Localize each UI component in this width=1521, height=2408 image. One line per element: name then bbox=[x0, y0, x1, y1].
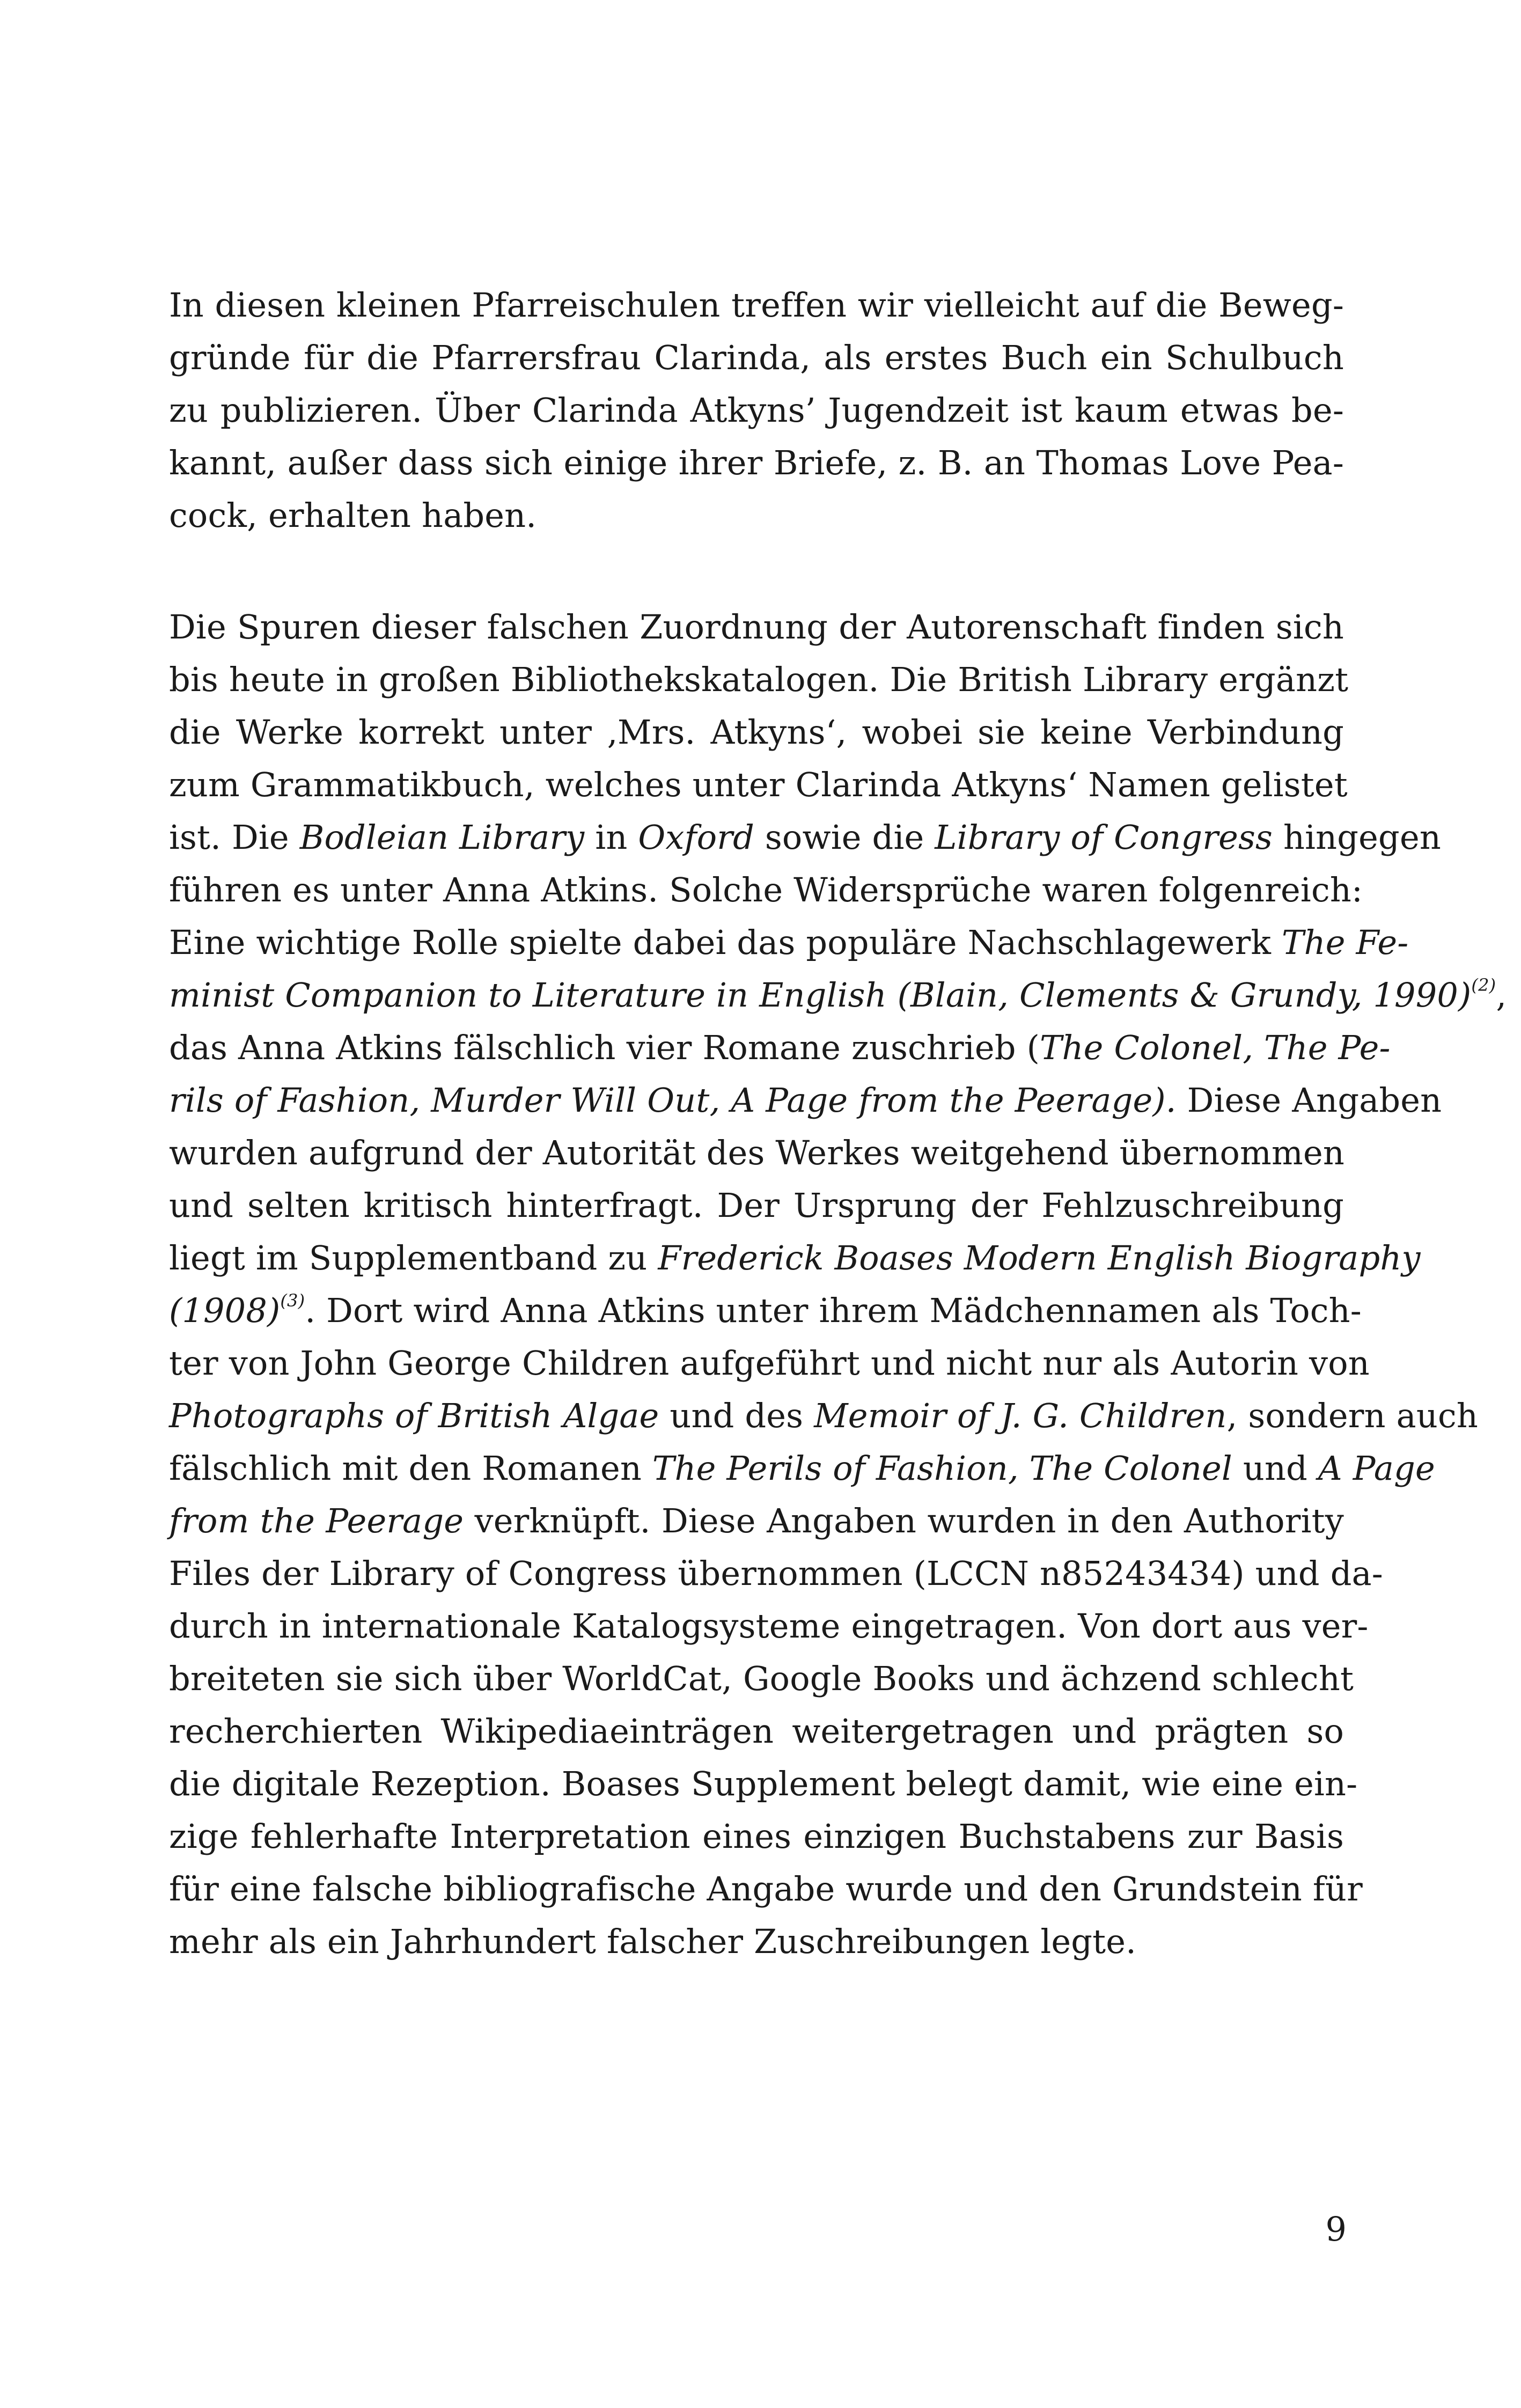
text-line: bis heute in großen Bibliothekskatalogen. Die British Library ergänzt bbox=[169, 660, 1349, 699]
italic-title: The Perils of Fashion, The Colonel bbox=[652, 1449, 1232, 1488]
text-line: zige fehlerhafte Interpretation eines einzigen Buchstabens zur Basis bbox=[169, 1817, 1344, 1856]
italic-year: (1908) bbox=[169, 1291, 281, 1330]
text-line: Die Spuren dieser falschen Zuordnung der Autorenschaft finden sich bbox=[169, 607, 1344, 647]
text-line bbox=[169, 811, 1441, 864]
text-segment: liegt im Supplementband zu bbox=[169, 1238, 658, 1278]
text-line: Files der Library of Congress übernommen (LCCN n85243434) und da- bbox=[169, 1554, 1383, 1593]
text-segment: , bbox=[1496, 975, 1507, 1015]
text-line bbox=[169, 916, 1409, 969]
text-line: In diesen kleinen Pfarreischulen treffen wir vielleicht auf die Beweg- bbox=[169, 285, 1344, 325]
text-line: führen es unter Anna Atkins. Solche Widersprüche waren folgenreich: bbox=[169, 870, 1363, 909]
italic-title: Bodleian Library bbox=[299, 818, 585, 857]
text-line: durch in internationale Katalogsysteme eingetragen. Von dort aus ver- bbox=[169, 1606, 1369, 1646]
text-line bbox=[169, 1390, 1479, 1442]
page-number: 9 bbox=[1325, 2209, 1347, 2249]
text-segment: das Anna Atkins fälschlich vier Romane zuschrieb ( bbox=[169, 1028, 1040, 1067]
text-line: zu publizieren. Über Clarinda Atkyns’ Jugendzeit ist kaum etwas be- bbox=[169, 391, 1344, 430]
text-segment: Eine wichtige Rolle spielte dabei das populäre Nachschlagewerk bbox=[169, 923, 1282, 962]
text-line: die Werke korrekt unter ‚Mrs. Atkyns‘, wobei sie keine Verbindung bbox=[169, 713, 1344, 752]
text-line: cock, erhalten haben. bbox=[169, 496, 537, 535]
text-segment: und bbox=[1232, 1449, 1318, 1488]
text-segment: verknüpft. Diese Angaben wurden in den Authority bbox=[464, 1501, 1344, 1540]
text-line bbox=[169, 1442, 1435, 1495]
text-line: die digitale Rezeption. Boases Supplement belegt damit, wie eine ein- bbox=[169, 1764, 1358, 1803]
italic-title: Photographs of British Algae bbox=[169, 1396, 659, 1435]
text-line: zum Grammatikbuch, welches unter Clarinda Atkyns‘ Namen gelistet bbox=[169, 765, 1348, 804]
italic-title: from the Peerage bbox=[169, 1501, 464, 1540]
text-segment: in bbox=[584, 818, 638, 857]
text-line bbox=[169, 1074, 1442, 1127]
italic-title: minist Companion to Literature in English (Blain, Clements & Grundy, 1990) bbox=[169, 975, 1472, 1015]
text-line: wurden aufgrund der Autorität des Werkes weitgehend übernommen bbox=[169, 1133, 1345, 1172]
text-segment: hingegen bbox=[1273, 818, 1441, 857]
text-line bbox=[169, 1022, 1391, 1074]
text-line: ter von John George Children aufgeführt und nicht nur als Autorin von bbox=[169, 1344, 1370, 1383]
text-line: für eine falsche bibliografische Angabe wurde und den Grundstein für bbox=[169, 1869, 1363, 1908]
text-line bbox=[169, 969, 1507, 1022]
text-segment: , sondern auch bbox=[1226, 1396, 1479, 1435]
text-line: mehr als ein Jahrhundert falscher Zuschreibungen legte. bbox=[169, 1922, 1137, 1961]
text-segment: . Dort wird Anna Atkins unter ihrem Mädchennamen als Toch- bbox=[305, 1291, 1362, 1330]
italic-title: rils of Fashion, Murder Will Out, A Page from the Peerage). bbox=[169, 1081, 1177, 1120]
text-segment: und des bbox=[659, 1396, 814, 1435]
text-line: und selten kritisch hinterfragt. Der Ursprung der Fehlzuschreibung bbox=[169, 1186, 1344, 1225]
text-line: gründe für die Pfarrersfrau Clarinda, als erstes Buch ein Schulbuch bbox=[169, 338, 1344, 377]
text-line: recherchierten Wikipediaeinträgen weitergetragen und prägten so bbox=[169, 1712, 1344, 1751]
text-line bbox=[169, 1232, 1421, 1284]
text-segment: ist. Die bbox=[169, 818, 300, 857]
text-line bbox=[169, 1284, 1362, 1337]
italic-title: The Colonel, The Pe- bbox=[1039, 1028, 1391, 1067]
italic-title: The Fe- bbox=[1282, 923, 1409, 962]
footnote-ref-2: (2) bbox=[1471, 975, 1496, 996]
text-line: breiteten sie sich über WorldCat, Google Books und ächzend schlecht bbox=[169, 1659, 1354, 1698]
italic-place: Oxford bbox=[638, 818, 754, 857]
italic-title: Frederick Boases Modern English Biography bbox=[658, 1238, 1421, 1278]
italic-title: Memoir of J. G. Children bbox=[814, 1396, 1227, 1435]
text-line bbox=[169, 1495, 1344, 1547]
text-segment: Diese Angaben bbox=[1176, 1081, 1442, 1120]
italic-title: A Page bbox=[1318, 1449, 1435, 1488]
text-line: kannt, außer dass sich einige ihrer Briefe, z. B. an Thomas Love Pea- bbox=[169, 443, 1344, 482]
text-segment: sowie die bbox=[754, 818, 935, 857]
italic-title: Library of Congress bbox=[935, 818, 1273, 857]
paragraph-1 bbox=[169, 279, 1344, 542]
footnote-ref-3: (3) bbox=[280, 1290, 305, 1311]
paragraph-2 bbox=[169, 601, 1507, 1968]
text-segment: fälschlich mit den Romanen bbox=[169, 1449, 652, 1488]
